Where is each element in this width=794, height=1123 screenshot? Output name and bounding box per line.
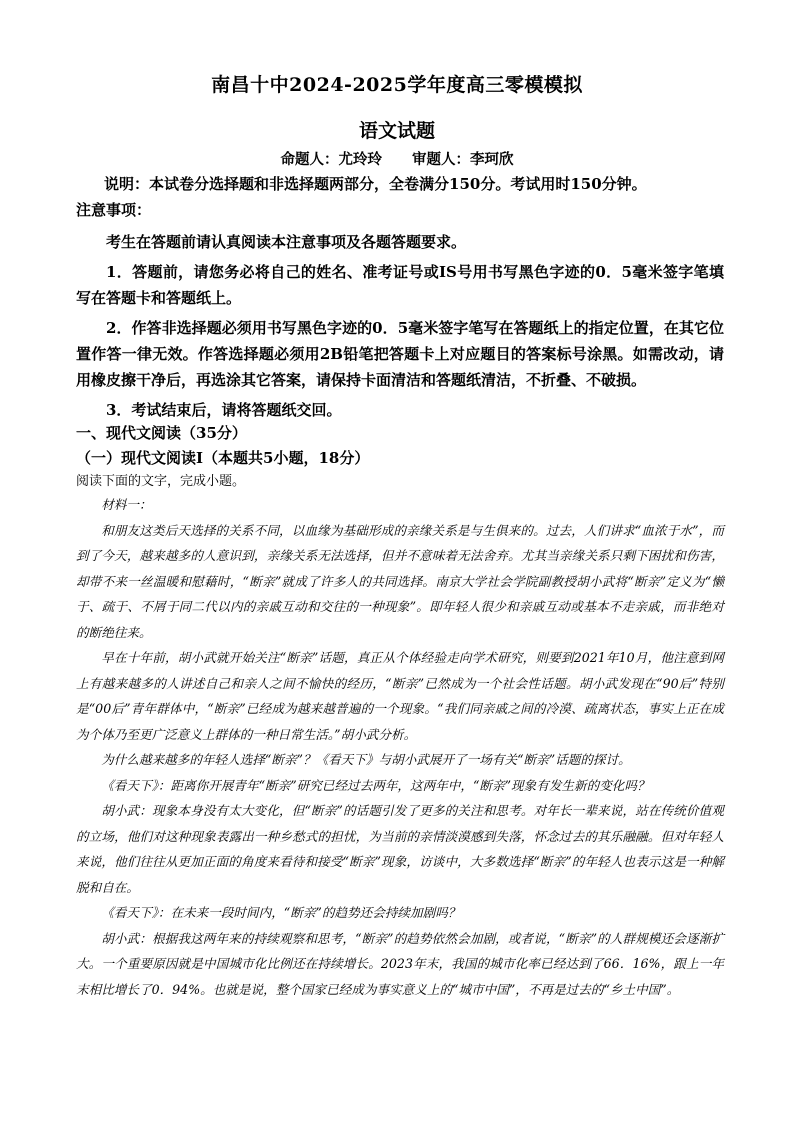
- reviewer-name: 审题人：李珂欣: [412, 151, 514, 168]
- exam-authors: [0, 148, 794, 169]
- material-paragraph: 《看天下》：在未来一段时间内，“断亲”的趋势还会持续加剧吗？: [101, 905, 461, 920]
- notice-intro: 考生在答题前请认真阅读本注意事项及各题答题要求。: [106, 233, 467, 251]
- material-block: [76, 492, 724, 1002]
- notice-heading: 注意事项：: [76, 201, 152, 219]
- reading-section: [76, 420, 724, 493]
- setter-name: 命题人：尤玲玲: [280, 151, 382, 168]
- material-paragraph: 和朋友这类后天选择的关系不同，以血缘为基础形成的亲缘关系是与生俱来的。过去，人们讲求“血浓于水”，而到了今天，越来越多的人意识到，亲缘关系无法选择，但并不意味着无法舍弃。尤其当亲缘关系只剩下困扰和伤害，却带不来一丝温暖和慰藉时，“断亲”就成了许多人的共同选择。南京大学社会学院副教授胡小武将“断亲”定义为“懒于、疏于、不屑于同二代以内的亲戚互动和交往的一种现象”。即年轻人很少和亲戚互动或基本不走亲戚，而非绝对的断绝往来。: [76, 522, 724, 640]
- notice-item: 3．考试结束后，请将答题纸交回。: [106, 401, 342, 419]
- notice-item: 2．作答非选择题必须用书写黑色字迹的0．5毫米签字笔写在答题纸上的指定位置，在其它位置作答一律无效。作答选择题必须用2B铅笔把答题卡上对应题目的答案标号涂黑。如需改动，请用橡皮擦干净后，再选涂其它答案，请保持卡面清洁和答题纸清洁，不折叠、不破损。: [76, 319, 724, 389]
- material-paragraph: 胡小武：现象本身没有太大变化，但“断亲”的话题引发了更多的关注和思考。对年长一辈来说，站在传统价值观的立场，他们对这种现象表露出一种乡愁式的担忧，为当前的亲情淡漠感到失落，怀念过去的其乐融融。但对年轻人来说，他们往往从更加正面的角度来看待和接受“断亲”现象，访谈中，大多数选择“断亲”的年轻人也表示这是一种解脱和自在。: [76, 803, 724, 895]
- material-paragraph: 为什么越来越多的年轻人选择“断亲”？《看天下》与胡小武展开了一场有关“断亲”话题的探讨。: [101, 752, 631, 767]
- notice-item: 1．答题前，请您务必将自己的姓名、准考证号或IS号用书写黑色字迹的0．5毫米签字笔填写在答题卡和答题纸上。: [76, 263, 724, 307]
- material-paragraph: 《看天下》：距离你开展青年“断亲”研究已经过去两年，这两年中，“断亲”现象有发生新的变化吗？: [101, 777, 650, 793]
- exam-subject: 语文试题: [358, 120, 435, 142]
- material-paragraph: 早在十年前，胡小武就开始关注“断亲”话题，真正从个体经验走向学术研究，则要到2021年10月，他注意到网上有越来越多的人讲述自己和亲人之间不愉快的经历，“断亲”已然成为一个社会性话题。胡小武发现在“90后”特别是“00后”青年群体中，“断亲”已经成为越来越普遍的一个现象。“我们同亲戚之间的冷漠、疏离状态，事实上正在成为个体乃至更广泛意义上群体的一种日常生活。”胡小武分析。: [76, 650, 724, 742]
- section-subheading: （一）现代文阅读Ⅰ（本题共5小题，18分）: [76, 449, 370, 467]
- section-heading: 一、现代文阅读（35分）: [76, 424, 247, 442]
- instructions-block: [76, 171, 724, 423]
- material-paragraph: 胡小武：根据我这两年来的持续观察和思考，“断亲”的趋势依然会加剧，或者说，“断亲”的人群规模还会逐渐扩大。一个重要原因就是中国城市化比例还在持续增长。2023年末，我国的城市化率已经达到了66．16%，跟上一年末相比增长了0．94%。也就是说，整个国家已经成为事实意义上的“城市中国”，不再是过去的“乡土中国”。: [76, 930, 724, 997]
- exam-title: 南昌十中2024-2025学年度高三零模模拟: [211, 74, 583, 96]
- material-label: 材料一：: [101, 497, 152, 512]
- reading-prompt: 阅读下面的文字，完成小题。: [76, 474, 246, 489]
- exam-note: 说明：本试卷分选择题和非选择题两部分，全卷满分150分。考试用时150分钟。: [104, 175, 647, 193]
